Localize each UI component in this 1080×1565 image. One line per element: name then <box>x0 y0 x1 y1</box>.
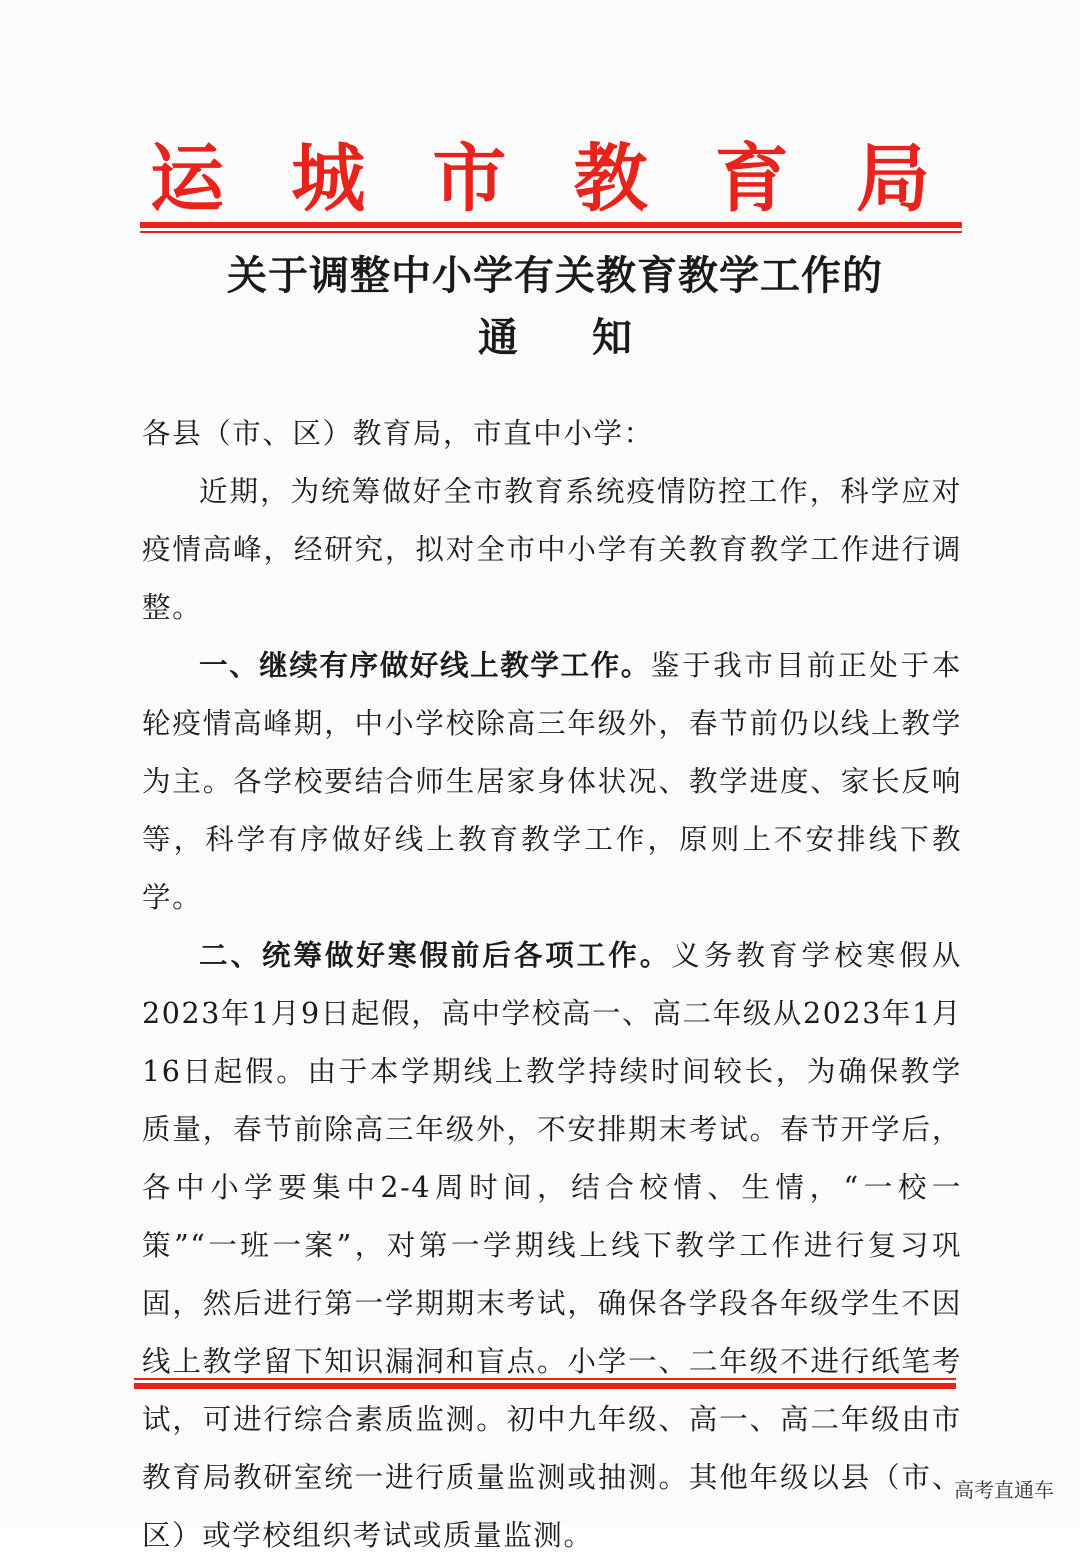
section-1-text: 鉴于我市目前正处于本轮疫情高峰期，中小学校除高三年级外，春节前仍以线上教学为主。各学校要结合师生居家身体状况、教学进度、家长反响等，科学有序做好线上教育教学工作，原则上不安排线下教学。 <box>142 649 962 914</box>
header-divider-thick <box>140 222 962 228</box>
footer-divider-thick <box>134 1383 956 1389</box>
footer-divider-thin <box>134 1378 956 1380</box>
document-title: 关于调整中小学有关教育教学工作的 <box>227 252 883 299</box>
header-char: 市 <box>432 136 507 222</box>
watermark-text: 高考直通车 <box>954 1478 1054 1502</box>
document-body <box>142 405 962 1565</box>
issuing-authority-header <box>150 128 930 222</box>
header-divider-thin <box>140 231 962 233</box>
addressee-line: 各县（市、区）教育局，市直中小学： <box>142 417 654 450</box>
section-1-heading: 一、继续有序做好线上教学工作。 <box>199 649 651 682</box>
header-char: 运 <box>150 136 224 222</box>
header-char: 城 <box>291 136 366 222</box>
header-char: 局 <box>855 136 930 222</box>
section-2-paragraph <box>142 927 962 1565</box>
header-char: 育 <box>714 136 789 222</box>
section-2-text: 义务教育学校寒假从2023年1月9日起假，高中学校高一、高二年级从2023年1月16日起假。由于本学期线上教学持续时间较长，为确保教学质量，春节前除高三年级外，不安排期末考试。春节开学后，各中小学要集中2-4周时间，结合校情、生情，“一校一策”“一班一案”，对第一学期线上线下教学工作进行复习巩固，然后进行第一学期期末考试，确保各学段各年级学生不因线上教学留下知识漏洞和盲点。小学一、二年级不进行纸笔考试，可进行综合素质监测。初中九年级、高一、高二年级由市教育局教研室统一进行质量监测或抽测。其他年级以县（市、区）或学校组织考试或质量监测。 <box>142 939 962 1552</box>
intro-paragraph: 近期，为统筹做好全市教育系统疫情防控工作，科学应对疫情高峰，经研究，拟对全市中小学有关教育教学工作进行调整。 <box>142 475 962 624</box>
section-1-paragraph <box>142 637 962 927</box>
header-char: 教 <box>573 136 648 222</box>
section-2-heading: 二、统筹做好寒假前后各项工作。 <box>199 939 672 972</box>
document-title-notice: 通 知 <box>478 314 632 361</box>
